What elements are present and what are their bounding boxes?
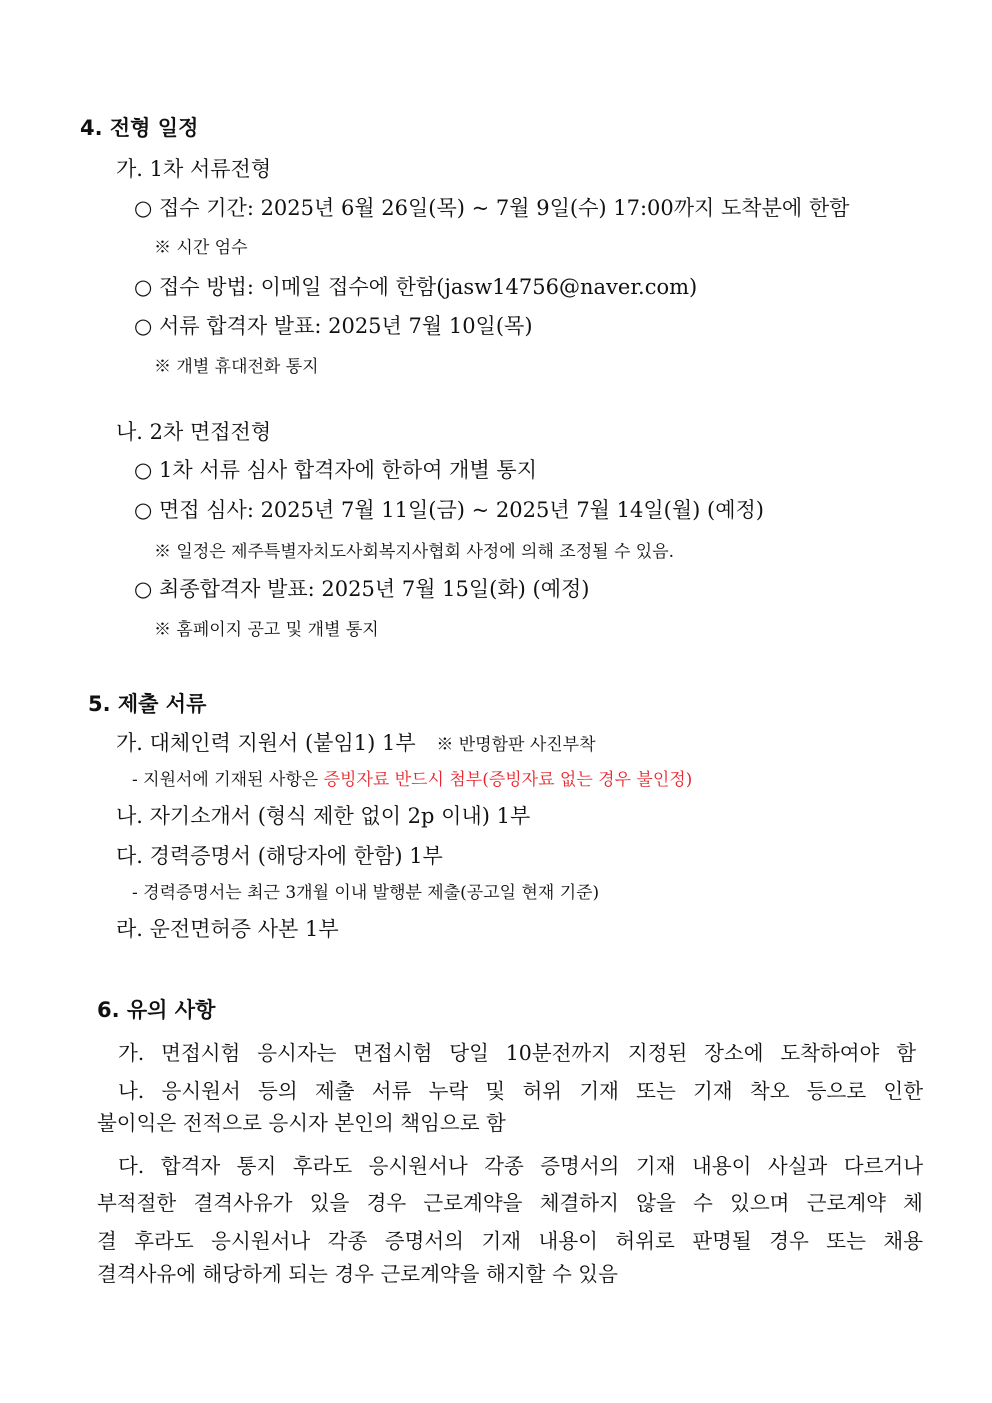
s5-ga [116,731,596,756]
s4-na-item-3: ○ 최종합격자 발표: 2025년 7월 15일(화) (예정) [134,577,590,601]
s4-na-title: 나. 2차 면접전형 [116,420,272,444]
s5-ga-sub [132,770,692,790]
s5-da-sub: - 경력증명서는 최근 3개월 이내 발행분 제출(공고일 현재 기준) [132,883,600,903]
s4-na-note-1: ※ 일정은 제주특별자치도사회복지사협회 사정에 의해 조정될 수 있음. [154,542,675,562]
s6-line-6: 결 후라도 응시원서나 각종 증명서의 기재 내용이 허위로 판명될 경우 또는 채용 [97,1229,923,1253]
s6-line-1: 가. 면접시험 응시자는 면접시험 당일 10분전까지 지정된 장소에 도착하여야 함 [118,1041,916,1065]
s5-na: 나. 자기소개서 (형식 제한 없이 2p 이내) 1부 [116,804,531,828]
s6-line-5: 부적절한 결격사유가 있을 경우 근로계약을 체결하지 않을 수 있으며 근로계약 체 [97,1191,923,1215]
section-6-title: 6. 유의 사항 [97,998,216,1022]
s4-ga-title: 가. 1차 서류전형 [116,157,272,181]
s4-ga-item-2: ○ 접수 방법: 이메일 접수에 한함(jasw14756@naver.com) [134,275,698,299]
s4-ga-note-1: ※ 시간 엄수 [154,238,248,258]
s6-line-4: 다. 합격자 통지 후라도 응시원서나 각종 증명서의 기재 내용이 사실과 다르거나 [118,1154,923,1178]
s5-ga-sub-prefix: - 지원서에 기재된 사항은 [132,770,324,790]
section-5-title: 5. 제출 서류 [88,692,207,716]
s4-ga-note-2: ※ 개별 휴대전화 통지 [154,357,319,377]
s4-na-item-2: ○ 면접 심사: 2025년 7월 11일(금) ~ 2025년 7월 14일(월) (예정) [134,498,764,522]
s5-ra: 라. 운전면허증 사본 1부 [116,917,339,941]
s4-ga-item-1: ○ 접수 기간: 2025년 6월 26일(목) ~ 7월 9일(수) 17:00까지 도착분에 한함 [134,196,850,220]
s6-line-2: 나. 응시원서 등의 제출 서류 누락 및 허위 기재 또는 기재 착오 등으로 인한 [118,1079,923,1103]
s5-da: 다. 경력증명서 (해당자에 한함) 1부 [116,844,443,868]
s6-line-7: 결격사유에 해당하게 되는 경우 근로계약을 해지할 수 있음 [97,1262,618,1286]
section-4-title: 4. 전형 일정 [80,116,199,140]
s5-ga-text: 가. 대체인력 지원서 (붙임1) 1부 [116,731,416,755]
s4-na-item-1: ○ 1차 서류 심사 합격자에 한하여 개별 통지 [134,458,537,482]
s4-na-note-2: ※ 홈페이지 공고 및 개별 통지 [154,620,379,640]
s5-ga-note: ※ 반명함판 사진부착 [436,735,596,755]
s6-line-3: 불이익은 전적으로 응시자 본인의 책임으로 함 [97,1111,506,1135]
s5-ga-sub-red: 증빙자료 반드시 첨부(증빙자료 없는 경우 불인정) [323,770,693,790]
s4-ga-item-3: ○ 서류 합격자 발표: 2025년 7월 10일(목) [134,314,533,338]
